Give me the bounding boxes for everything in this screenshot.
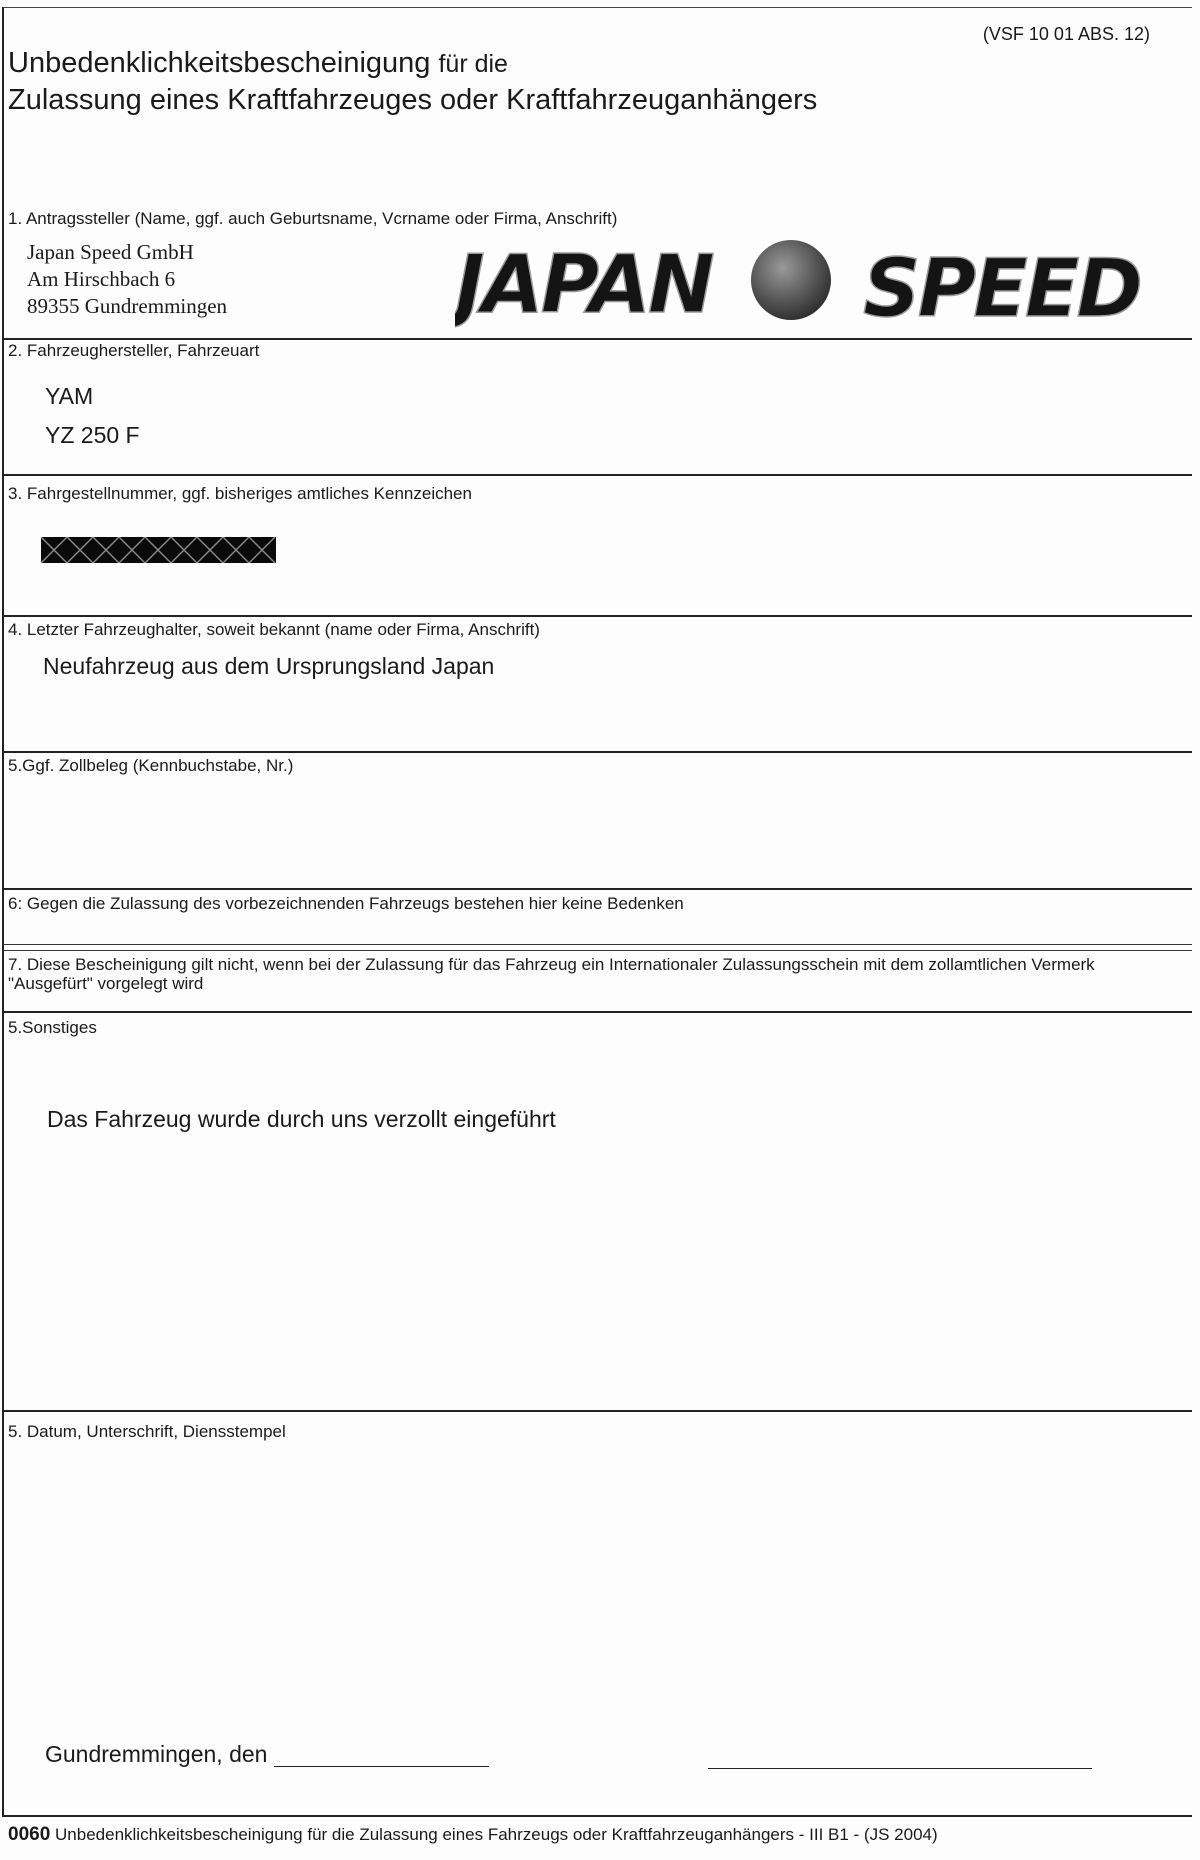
address-line-2: Am Hirschbach 6 (27, 267, 176, 291)
redacted-chassis-number (41, 537, 276, 563)
section-9-label: 5. Datum, Unterschrift, Diensstempel (8, 1422, 286, 1441)
vehicle-type-value: YZ 250 F (45, 422, 140, 448)
divider-6 (2, 944, 1192, 945)
divider-5 (2, 888, 1192, 890)
section-7-label: 7. Diese Bescheinigung gilt nicht, wenn bei der Zulassung für das Fahrzeug ein Internationaler Zulassungsschein mit dem zollamtlichen Vermerk "Ausgefürt" vorgelegt wird (8, 955, 1095, 993)
divider-footer (2, 1815, 1192, 1817)
footer-text: Unbedenklichkeitsbescheinigung für die Zulassung eines Fahrzeugs oder Kraftfahrzeuganhängers - III B1 - (JS 2004) (55, 1825, 938, 1844)
form-reference: (VSF 10 01 ABS. 12) (982, 24, 1150, 44)
address-line-3: 89355 Gundremmingen (27, 294, 228, 318)
section-6-label: 6: Gegen die Zulassung des vorbezeichnenden Fahrzeugs bestehen hier keine Bedenken (8, 894, 684, 913)
redaction-crosshatch (41, 537, 276, 563)
other-remarks-value: Das Fahrzeug wurde durch uns verzollt eingeführt (47, 1106, 556, 1132)
section-4-label: 4. Letzter Fahrzeughalter, soweit bekannt (name oder Firma, Anschrift) (8, 620, 540, 639)
document-title (8, 45, 817, 118)
section-2-label: 2. Fahrzeughersteller, Fahrzeuart (8, 341, 260, 360)
place-date-label: Gundremmingen, den (45, 1741, 268, 1767)
divider-3 (2, 615, 1192, 617)
divider-6b (2, 950, 1192, 951)
title-line1-tail: für die (438, 50, 508, 78)
divider-8 (2, 1410, 1192, 1412)
section-3-label: 3. Fahrgestellnummer, ggf. bisheriges amtliches Kennzeichen (8, 484, 472, 503)
title-line1-main: Unbedenklichkeitsbescheinigung (8, 47, 431, 79)
logo-word-speed: SPEED (863, 242, 1140, 331)
previous-owner-value: Neufahrzeug aus dem Ursprungsland Japan (43, 653, 495, 679)
form-footer (8, 1824, 938, 1846)
title-line2: Zulassung eines Kraftfahrzeuges oder Kraftfahrzeuganhängers (8, 84, 818, 116)
section-1-label: 1. Antragssteller (Name, ggf. auch Geburtsname, Vcrname oder Firma, Anschrift) (8, 209, 618, 228)
divider-7 (2, 1011, 1192, 1013)
japan-speed-logo (455, 236, 1155, 331)
address-line-1: Japan Speed GmbH (27, 240, 194, 264)
manufacturer-value: YAM (45, 383, 94, 409)
logo-word-japan: JAPAN (455, 238, 712, 331)
applicant-address (27, 239, 227, 320)
divider-2 (2, 474, 1192, 476)
section-8-label: 5.Sonstiges (8, 1018, 97, 1037)
signature-line (708, 1768, 1092, 1769)
date-line (274, 1766, 489, 1767)
divider-1 (2, 338, 1192, 340)
section-5-label: 5.Ggf. Zollbeleg (Kennbuchstabe, Nr.) (8, 756, 294, 775)
divider-4 (2, 751, 1192, 753)
logo-ball (751, 240, 831, 320)
form-number: 0060 (8, 1824, 51, 1845)
